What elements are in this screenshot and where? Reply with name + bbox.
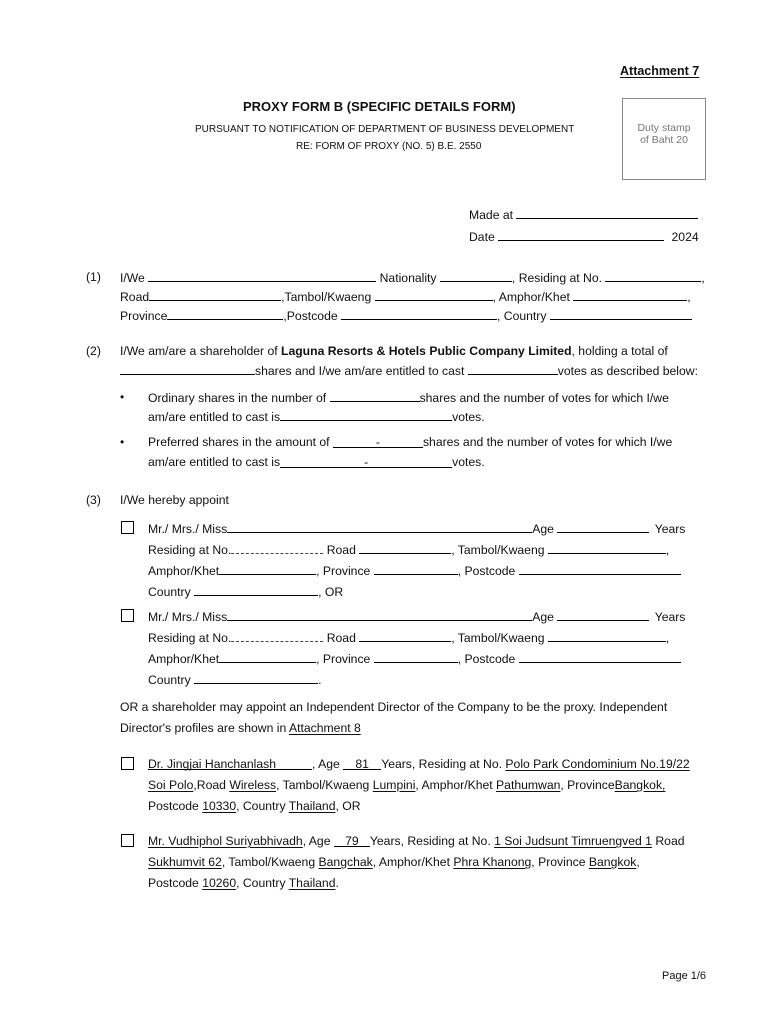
proxy-2-checkbox[interactable]: [121, 609, 134, 622]
total-votes-field[interactable]: [468, 362, 558, 375]
residing-no-field[interactable]: [605, 269, 701, 282]
province-label: Province: [120, 309, 168, 323]
form-title: PROXY FORM B (SPECIFIC DETAILS FORM): [243, 99, 516, 114]
age-label: , Age: [312, 757, 340, 771]
amphor-label: Amphor/Khet: [148, 564, 220, 578]
proxy-2-name-field[interactable]: [227, 608, 532, 621]
attachment-label: Attachment 7: [620, 64, 700, 78]
appoint-label: I/We hereby appoint: [120, 493, 229, 507]
age-label: , Age: [302, 834, 331, 848]
votes-label: votes.: [452, 455, 485, 469]
director-1-address: Polo Park Condominium No.19/22: [505, 757, 690, 771]
tambol-label: , Tambol/Kwaeng: [276, 778, 370, 792]
amphor-field[interactable]: [573, 288, 687, 301]
postcode-label: ,Postcode: [283, 309, 338, 323]
date-year: 2024: [671, 230, 699, 244]
proxy-1-tambol-field[interactable]: [548, 541, 666, 554]
proxy-1-country-field[interactable]: [194, 583, 318, 596]
or-label: , OR: [335, 799, 361, 813]
s1-row-3: [120, 307, 692, 324]
proxy-2-tambol-field[interactable]: [548, 629, 666, 642]
road-label: Road: [326, 631, 356, 645]
proxy-2-row-1: [148, 608, 685, 625]
preferred-votes-field[interactable]: -: [280, 454, 452, 468]
age-label: Age: [532, 522, 554, 536]
tambol-label: , Tambol/Kwaeng: [451, 543, 545, 557]
road-label: Road: [120, 290, 150, 304]
votes-label: votes.: [452, 410, 485, 424]
preferred-row-1: [148, 434, 672, 450]
director-2-checkbox[interactable]: [121, 834, 134, 847]
section-1-number: (1): [86, 270, 101, 284]
postcode-field[interactable]: [341, 307, 497, 320]
director-2-row-1: [148, 833, 685, 849]
proxy-1-residing-field[interactable]: [231, 541, 323, 554]
director-2-tambol: Bangchak: [318, 855, 373, 869]
director-1-postcode: 10330: [202, 799, 237, 813]
country-field[interactable]: [550, 307, 692, 320]
proxy-2-amphor-field[interactable]: [219, 650, 316, 663]
s1-row-1: [120, 269, 705, 286]
comma: ,: [687, 290, 691, 304]
duty-stamp-box: [622, 98, 706, 180]
made-at-label: Made at: [469, 208, 514, 222]
postcode-label: Postcode: [148, 799, 199, 813]
ordinary-label: Ordinary shares in the number of: [148, 391, 327, 405]
shareholder-name-field[interactable]: [148, 269, 376, 282]
director-2-postcode: 10260: [202, 876, 237, 890]
dot: .: [335, 876, 339, 890]
tambol-label: ,Tambol/Kwaeng: [281, 290, 372, 304]
province-label: , Province: [316, 652, 371, 666]
director-1-row-2: [148, 777, 665, 793]
amphor-label: Amphor/Khet: [148, 652, 220, 666]
preferred-votes-label: shares and the number of votes for which I/we: [422, 435, 673, 449]
road-label: ,Road: [193, 778, 226, 792]
residing-label: Residing at No.: [148, 631, 232, 645]
proxy-2-road-field[interactable]: [359, 629, 451, 642]
stamp-line-1: Duty stamp: [637, 122, 691, 134]
votes-end-label: votes as described below:: [557, 364, 698, 378]
ordinary-row-2: [148, 408, 485, 425]
director-2-address: 1 Soi Judsunt Timruengved 1: [494, 834, 652, 848]
tambol-label: , Tambol/Kwaeng: [451, 631, 545, 645]
age-label: Age: [532, 610, 554, 624]
director-1-country: Thailand: [288, 799, 336, 813]
director-1-province: Bangkok,: [614, 778, 666, 792]
company-name: Laguna Resorts & Hotels Public Company Limited: [281, 344, 572, 358]
independent-note-text: Director's profiles are shown in: [120, 721, 287, 735]
ordinary-cast-label: am/are entitled to cast is: [148, 410, 281, 424]
director-2-country: Thailand: [288, 876, 336, 890]
iwe-label: I/We: [120, 271, 145, 285]
comma: ,: [636, 855, 640, 869]
director-1-tambol: Lumpini: [372, 778, 416, 792]
director-1-road: Wireless: [229, 778, 277, 792]
date-label: Date: [469, 230, 495, 244]
shares-mid-label: shares and I/we am/are entitled to cast: [255, 364, 465, 378]
proxy-1-postcode-field[interactable]: [519, 562, 681, 575]
bullet: •: [120, 435, 125, 449]
dot: .: [318, 673, 322, 687]
page-number: Page 1/6: [662, 970, 707, 982]
postcode-label: Postcode: [148, 876, 199, 890]
stamp-line-2: of Baht 20: [640, 134, 688, 146]
director-2-amphor: Phra Khanong: [453, 855, 532, 869]
preferred-label: Preferred shares in the amount of: [148, 435, 330, 449]
residing-label: Residing at No.: [148, 543, 232, 557]
postcode-label: , Postcode: [457, 564, 516, 578]
nationality-field[interactable]: [440, 269, 512, 282]
proxy-1-age-field[interactable]: [557, 520, 649, 533]
proxy-1-checkbox[interactable]: [121, 521, 134, 534]
director-2-name: Mr. Vudhiphol Suriyabhivadh: [148, 834, 303, 848]
proxy-2-age-field[interactable]: [557, 608, 649, 621]
proxy-1-row-3: [148, 562, 681, 579]
director-1-row-3: [148, 798, 361, 814]
years-label: Years: [654, 610, 686, 624]
proxy-name-label: Mr./ Mrs./ Miss: [148, 522, 228, 536]
proxy-1-province-field[interactable]: [374, 562, 458, 575]
director-2-row-3: [148, 875, 339, 891]
ordinary-votes-label: shares and the number of votes for which I/we: [419, 391, 669, 405]
director-2-age: 79: [334, 833, 370, 847]
shareholder-lead: I/We am/are a shareholder of: [120, 344, 278, 358]
director-1-soi: Soi Polo: [148, 778, 194, 792]
proxy-2-row-4: [148, 671, 321, 688]
province-label: , Province: [531, 855, 586, 869]
or-label: , OR: [318, 585, 344, 599]
proxy-1-name-field[interactable]: [227, 520, 532, 533]
proxy-2-province-field[interactable]: [374, 650, 458, 663]
proxy-1-row-1: [148, 520, 685, 537]
preferred-shares-field[interactable]: -: [333, 434, 423, 448]
preferred-row-2: [148, 454, 485, 470]
s2-row-1: [120, 343, 668, 359]
amphor-label: , Amphor/Khet: [492, 290, 570, 304]
country-label: , Country: [236, 799, 286, 813]
total-shares-field[interactable]: [120, 362, 255, 375]
proxy-1-amphor-field[interactable]: [219, 562, 316, 575]
proxy-2-row-3: [148, 650, 681, 667]
years-residing-label: Years, Residing at No.: [369, 834, 491, 848]
postcode-label: , Postcode: [457, 652, 516, 666]
amphor-label: , Amphor/Khet: [415, 778, 493, 792]
date-field[interactable]: [498, 228, 664, 241]
nationality-label: Nationality: [379, 271, 437, 285]
years-residing-label: Years, Residing at No.: [381, 757, 503, 771]
preferred-cast-label: am/are entitled to cast is: [148, 455, 281, 469]
proxy-1-road-field[interactable]: [359, 541, 451, 554]
amphor-label: , Amphor/Khet: [372, 855, 450, 869]
country-label: Country: [148, 673, 191, 687]
made-at-field[interactable]: [516, 206, 698, 219]
proxy-1-row-4: [148, 583, 343, 600]
tambol-label: , Tambol/Kwaeng: [221, 855, 316, 869]
date-row: [469, 228, 699, 245]
section-2-number: (2): [86, 344, 101, 358]
proxy-2-row-2: [148, 629, 669, 646]
road-label: Road: [655, 834, 685, 848]
ordinary-row-1: [148, 389, 669, 406]
bullet: •: [120, 390, 125, 404]
residing-label: , Residing at No.: [511, 271, 603, 285]
director-1-name: Dr. Jingjai Hanchanlash: [148, 756, 312, 770]
country-label: Country: [148, 585, 191, 599]
independent-note-1: OR a shareholder may appoint an Independent Director of the Company to be the proxy. Independent: [120, 700, 668, 714]
province-label: , Province: [316, 564, 371, 578]
made-at-row: [469, 206, 698, 223]
years-label: Years: [654, 522, 686, 536]
comma: ,: [665, 631, 670, 645]
attachment-8-link[interactable]: Attachment 8: [288, 721, 361, 735]
s2-row-2: [120, 362, 698, 379]
comma: ,: [701, 271, 705, 285]
province-label: , Province: [560, 778, 615, 792]
director-2-row-2: [148, 854, 640, 870]
tambol-field[interactable]: [375, 288, 493, 301]
independent-note-2: [120, 720, 361, 736]
road-label: Road: [326, 543, 356, 557]
road-field[interactable]: [149, 288, 281, 301]
proxy-2-country-field[interactable]: [194, 671, 318, 684]
form-subtitle-1: PURSUANT TO NOTIFICATION OF DEPARTMENT OF BUSINESS DEVELOPMENT: [195, 124, 575, 135]
holding-label: , holding a total of: [571, 344, 668, 358]
director-1-age: 81: [343, 756, 381, 770]
s1-row-2: [120, 288, 691, 305]
director-2-province: Bangkok: [588, 855, 637, 869]
ordinary-votes-field[interactable]: [280, 408, 452, 421]
comma: ,: [665, 543, 670, 557]
country-label: , Country: [497, 309, 547, 323]
director-1-checkbox[interactable]: [121, 757, 134, 770]
ordinary-shares-field[interactable]: [330, 389, 420, 402]
form-subtitle-2: RE: FORM OF PROXY (NO. 5) B.E. 2550: [296, 141, 482, 152]
section-3-number: (3): [86, 493, 101, 507]
proxy-2-postcode-field[interactable]: [519, 650, 681, 663]
proxy-2-residing-field[interactable]: [231, 629, 323, 642]
director-2-road: Sukhumvit 62: [148, 855, 222, 869]
proxy-1-row-2: [148, 541, 669, 558]
province-field[interactable]: [167, 307, 283, 320]
proxy-name-label: Mr./ Mrs./ Miss: [148, 610, 228, 624]
director-1-amphor: Pathumwan: [496, 778, 561, 792]
director-1-row-1: [148, 756, 690, 772]
country-label: , Country: [236, 876, 286, 890]
